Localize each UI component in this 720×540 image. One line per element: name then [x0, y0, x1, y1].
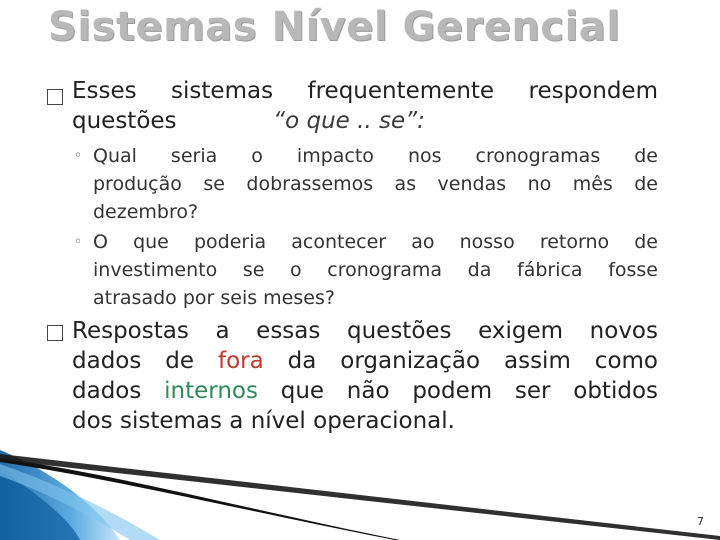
bullet-2-line-3: [72, 376, 658, 406]
sub-2-line-1: O que poderia acontecer ao nosso retorno de: [93, 231, 658, 253]
decorative-swoosh: [0, 440, 720, 540]
slide-title: Sistemas Nível Gerencial: [48, 4, 621, 50]
sub-1-line-1: Qual seria o impacto nos cronogramas de: [93, 145, 658, 167]
bullet-2-line-1: Respostas a essas questões exigem novos: [72, 318, 658, 344]
bullet-1-quote: “o que .. se”:: [273, 108, 425, 134]
sub-1-line-3: dezembro?: [93, 201, 199, 223]
highlight-fora: fora: [217, 348, 264, 374]
circle-bullet-icon: ◦: [74, 234, 83, 250]
text-segment: dados: [72, 378, 165, 404]
sub-1-line-2: produção se dobrassemos as vendas no mês de: [93, 173, 658, 195]
text-segment: que não podem ser obtidos: [257, 378, 658, 404]
sub-2-line-2: investimento se o cronograma da fábrica fosse: [93, 259, 658, 281]
page-number: 7: [697, 515, 704, 528]
sub-2-line-3: atrasado por seis meses?: [93, 287, 335, 309]
square-bullet-icon: [47, 89, 63, 105]
circle-bullet-icon: ◦: [74, 148, 83, 164]
square-bullet-icon: [47, 325, 63, 341]
bullet-2-line-4: dos sistemas a nível operacional.: [72, 408, 455, 434]
bullet-1: [72, 76, 658, 136]
sub-bullet-2: [74, 228, 658, 312]
bullet-1-word: questões: [72, 108, 177, 134]
highlight-internos: internos: [164, 378, 258, 404]
bullet-2-line-2: [72, 346, 658, 376]
bullet-1-line-2: [72, 106, 658, 136]
bullet-1-line-1: Esses sistemas frequentemente respondem: [72, 78, 658, 104]
sub-bullet-1: [74, 142, 658, 226]
text-segment: da organização assim como: [263, 348, 658, 374]
bullet-2: [72, 316, 658, 436]
text-segment: dados de: [72, 348, 218, 374]
